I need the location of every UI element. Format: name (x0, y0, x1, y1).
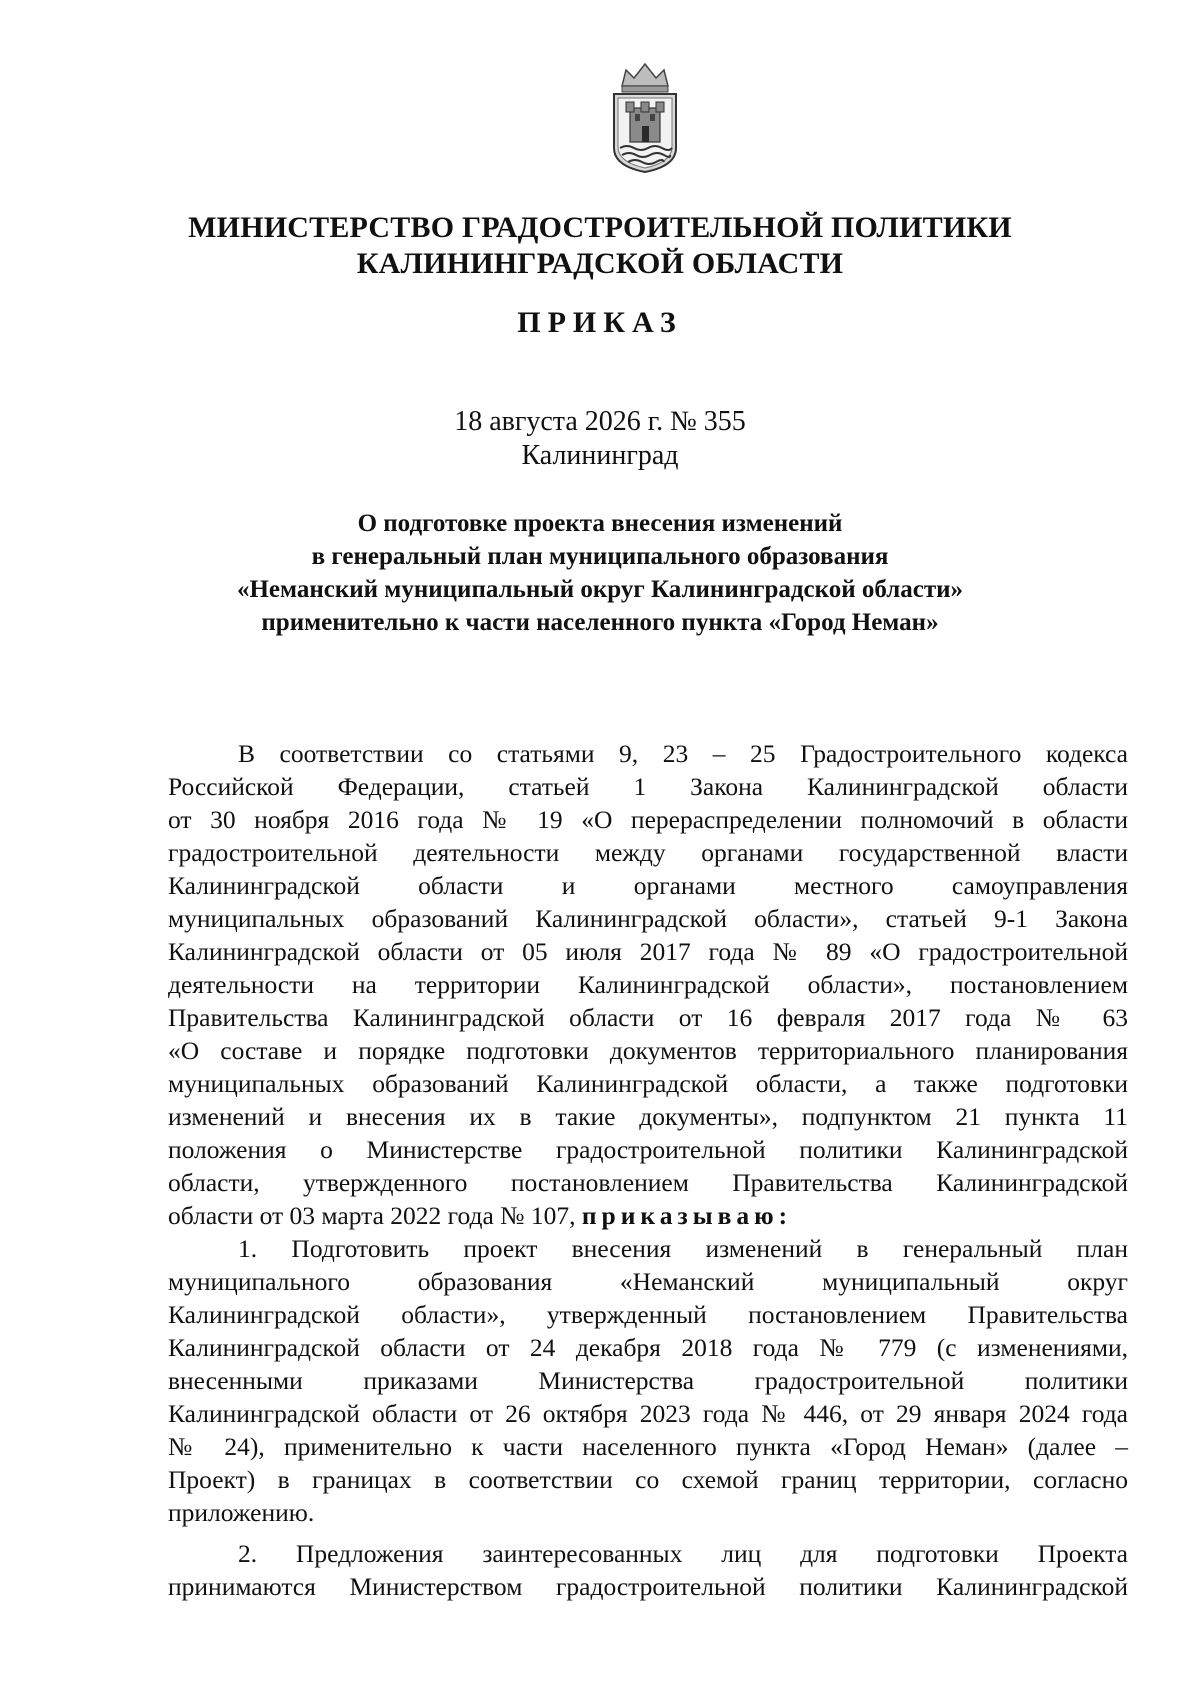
preamble-line: деятельности на территории Калининградской области», постановлением (168, 970, 1128, 999)
order-title: ПРИКАЗ (517, 306, 683, 339)
item2-line: 2. Предложения заинтересованных лиц для подготовки Проекта (238, 1539, 1128, 1568)
item1-line: приложению. (168, 1498, 315, 1527)
preamble-last-line (168, 1199, 1128, 1232)
item1-line: Калининградской области от 24 декабря 2018 года № 779 (с изменениями, (168, 1333, 1128, 1362)
decree-word: приказываю: (581, 1201, 793, 1230)
ministry-name-line1: МИНИСТЕРСТВО ГРАДОСТРОИТЕЛЬНОЙ ПОЛИТИКИ (188, 211, 1012, 244)
item1-line: 1. Подготовить проект внесения изменений в генеральный план (238, 1234, 1128, 1263)
preamble-line: Правительства Калининградской области от 16 февраля 2017 года № 63 (168, 1003, 1128, 1032)
item1-line: Калининградской области», утвержденный постановлением Правительства (168, 1300, 1128, 1329)
preamble-line: муниципальных образований Калининградской области», статьей 9-1 Закона (168, 904, 1128, 933)
preamble-line: градостроительной деятельности между органами государственной власти (168, 838, 1128, 867)
preamble-line: «О составе и порядке подготовки документов территориального планирования (168, 1036, 1128, 1065)
order-city: Калининград (521, 440, 679, 471)
subject-line: О подготовке проекта внесения изменений (357, 510, 843, 537)
preamble-last-prefix: области от 03 марта 2022 года № 107, (168, 1201, 576, 1230)
coat-of-arms-icon (608, 62, 682, 174)
preamble-line: Калининградской области от 05 июля 2017 года № 89 «О градостроительной (168, 937, 1128, 966)
subject-line: в генеральный план муниципального образования (311, 543, 889, 570)
subject-line: «Неманский муниципальный округ Калининградской области» (236, 576, 964, 603)
item1-line: № 24), применительно к части населенного пункта «Город Неман» (далее – (168, 1432, 1128, 1461)
preamble-line: Калининградской области и органами местного самоуправления (168, 871, 1128, 900)
order-date-number: 18 августа 2026 г. № 355 (454, 406, 746, 437)
preamble-line: В соответствии со статьями 9, 23 – 25 Градостроительного кодекса (238, 739, 1128, 768)
ministry-name-line2: КАЛИНИНГРАДСКОЙ ОБЛАСТИ (356, 247, 844, 280)
item1-line: внесенными приказами Министерства градостроительной политики (168, 1366, 1128, 1395)
item1-line: Калининградской области от 26 октября 2023 года № 446, от 29 января 2024 года (168, 1399, 1128, 1428)
preamble-line: положения о Министерстве градостроительной политики Калининградской (168, 1135, 1128, 1164)
preamble-line: от 30 ноября 2016 года № 19 «О перераспределении полномочий в области (168, 805, 1128, 834)
subject-line: применительно к части населенного пункта «Город Неман» (261, 609, 939, 636)
preamble-line: изменений и внесения их в такие документы», подпунктом 21 пункта 11 (168, 1102, 1128, 1131)
item1-line: муниципального образования «Неманский муниципальный округ (168, 1267, 1128, 1296)
item2-line: принимаются Министерством градостроительной политики Калининградской (168, 1572, 1128, 1601)
preamble-line: муниципальных образований Калининградской области, а также подготовки (168, 1069, 1128, 1098)
item1-line: Проект) в границах в соответствии со схемой границ территории, согласно (168, 1465, 1128, 1494)
preamble-line: области, утвержденного постановлением Правительства Калининградской (168, 1168, 1128, 1197)
preamble-line: Российской Федерации, статьей 1 Закона Калининградской области (168, 772, 1128, 801)
